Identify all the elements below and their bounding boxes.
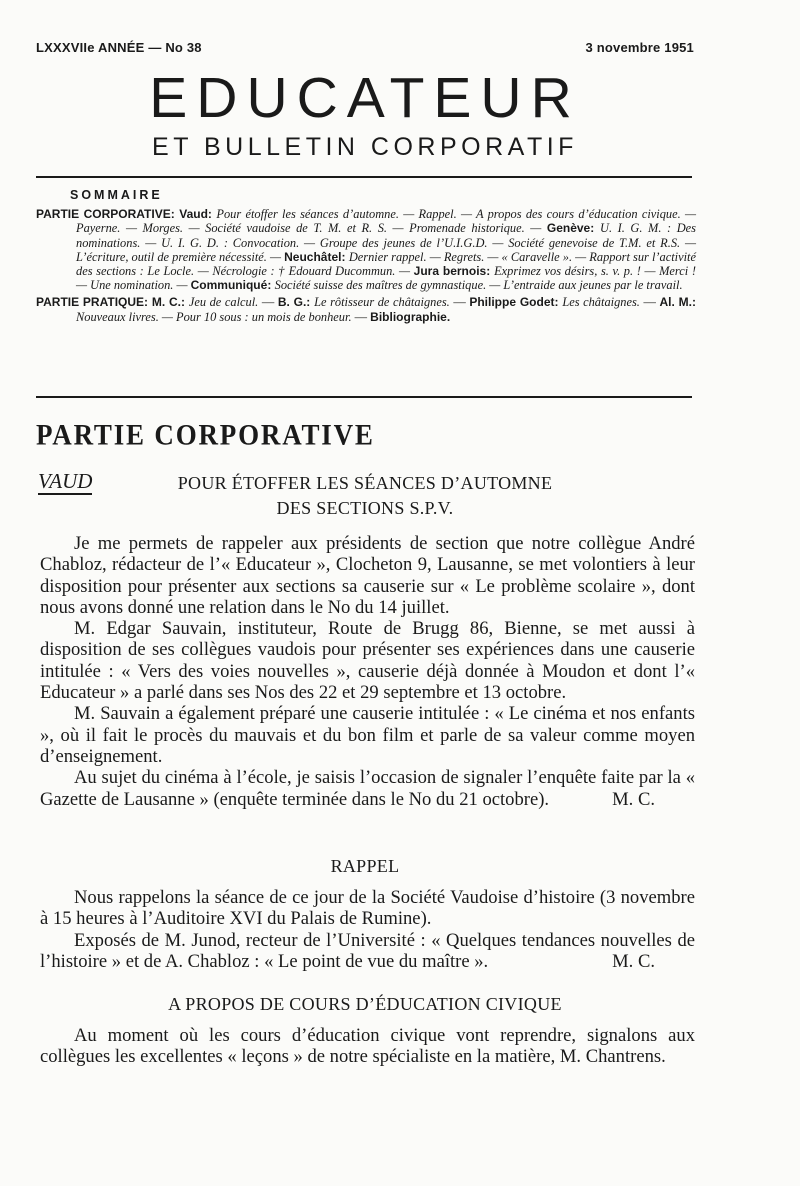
article1-title-line1: POUR ÉTOFFER LES SÉANCES D’AUTOMNE (177, 473, 553, 493)
summary-pratique: PARTIE PRATIQUE: M. C.: Jeu de calcul. — B. G.: Le rôtisseur de châtaignes. — Philippe Godet: Les châtaignes. — Al. M.: Nouveaux livres. — Pour 10 sous : un mois de bonheur. — Bibliographie. (36, 295, 696, 324)
summary-bg-text: Le rôtisseur de châtaignes. (314, 295, 450, 310)
article1-title-line2: DES SECTIONS S.P.V. (276, 498, 454, 518)
rule-top (36, 176, 692, 178)
masthead-title: EDUCATEUR (149, 66, 581, 130)
region-label: VAUD (38, 469, 93, 493)
article1-paragraph: Je me permets de rappeler aux présidents de section que notre collègue André Chabloz, rédacteur de l’« Educateur », Clocheton 9, Lausanne, se met volontiers à leur disposition pour présenter aux sections sa causerie sur « Le problème scolaire », dont nous avons donné une relation dans le No du 14 juillet. (40, 533, 695, 618)
summary-label-bg: B. G. (277, 295, 307, 310)
article2-body (40, 887, 695, 972)
summary-label-jura: Jura bernois (413, 264, 487, 279)
article3-title: A PROPOS DE COURS D’ÉDUCATION CIVIQUE (168, 994, 562, 1014)
table-of-contents (36, 188, 696, 327)
article3-body (40, 1025, 695, 1068)
article2-signature: M. C. (612, 950, 655, 972)
masthead-subtitle: ET BULLETIN CORPORATIF (152, 133, 578, 161)
summary-jura-text: Exprimez vos désirs, s. v. p. ! — Merci ! — Une nomination. — (76, 264, 696, 293)
summary-neuchatel-text: Dernier rappel. — Regrets. — « Caravelle ». — Rapport sur l’activité des sections : Le Locle. — Nécrologie : † Edouard Ducommun. — (76, 249, 696, 279)
summary-godet-text: Les châtaignes. (562, 295, 640, 310)
section-heading: PARTIE CORPORATIVE (36, 418, 375, 451)
summary-label-vaud: Vaud (179, 207, 208, 222)
summary-label-geneve: Genève (546, 221, 591, 236)
summary-label-mc: M. C. (151, 295, 182, 310)
rule-bottom (36, 396, 692, 398)
article1-paragraph: Au sujet du cinéma à l’école, je saisis l’occasion de signaler l’enquête faite par la « Gazette de Lausanne » (enquête terminée dans le No du 21 octobre). M. C. (40, 767, 695, 810)
summary-label-godet: Philippe Godet (469, 295, 555, 310)
summary-vaud-text: Pour étoffer les séances d’automne. — Rappel. — A propos des cours d’éducation civique. — Payerne. — Morges. — Société vaudoise de T. M. et R. S. — Promenade historique. — (76, 207, 696, 236)
summary-heading: SOMMAIRE (70, 188, 163, 202)
summary-label-biblio: Bibliographie. (370, 309, 451, 324)
article2-paragraph: Exposés de M. Junod, recteur de l’Université : « Quelques tendances nouvelles de l’histoire » et de A. Chabloz : « Le point de vue du maître ». M. C. (40, 929, 695, 972)
summary-label-corporative: PARTIE CORPORATIVE (36, 207, 171, 222)
article2-title: RAPPEL (330, 856, 400, 876)
summary-label-alm: Al. M. (659, 295, 692, 310)
summary-label-neuchatel: Neuchâtel (284, 249, 342, 264)
summary-alm-text: Nouveaux livres. — Pour 10 sous : un mois de bonheur. (76, 309, 352, 324)
article1-paragraph: M. Edgar Sauvain, instituteur, Route de Brugg 86, Bienne, se met aussi à disposition de ses collègues vaudois pour présenter ses expériences dans une causerie intitulée : « Vers des voies nouvelles », causerie déjà donnée à Moudon et dont l’« Educateur » a parlé dans ses Nos des 22 et 29 septembre et 13 octobre. (40, 618, 695, 704)
article3-paragraph: Au moment où les cours d’éducation civique vont reprendre, signalons aux collègues les excellentes « leçons » de notre spécialiste en la matière, M. Chantrens. (40, 1025, 695, 1068)
summary-corporative: PARTIE CORPORATIVE: Vaud: Pour étoffer les séances d’automne. — Rappel. — A propos des cours d’éducation civique. — Payerne. — Morges. — Société vaudoise de T. M. et R. S. — Promenade historique. — Genève: U. I. G. M. : Des nominations. — U. I. G. D. : Convocation. — Groupe des jeunes de l’U.I.G.D. — Société genevoise de T.M. et R.S. — L’écriture, outil de première nécessité. — Neuchâtel: Dernier rappel. — Regrets. — « Caravelle ». — Rapport sur l’activité des sections : Le Locle. — Nécrologie : † Edouard Ducommun. — Jura bernois: Exprimez vos désirs, s. v. p. ! — Merci ! — Une nomination. — Communiqué: Société suisse des maîtres de gymnastique. — L’entraide aux jeunes par le travail. (36, 207, 696, 293)
issue-date: 3 novembre 1951 (585, 40, 694, 55)
summary-geneve-text: U. I. G. M. : Des nominations. — U. I. G. D. : Convocation. — Groupe des jeunes de l’U.I.G.D. — Société genevoise de T.M. et R.S. — L’écriture, outil de première nécessité. — (76, 221, 696, 264)
issue-header (36, 40, 694, 58)
volume-number: LXXXVIIe ANNÉE — No 38 (36, 40, 202, 55)
summary-communique-text: Société suisse des maîtres de gymnastique. — L’entraide aux jeunes par le travail. (274, 278, 683, 293)
article2-paragraph: Nous rappelons la séance de ce jour de la Société Vaudoise d’histoire (3 novembre à 15 heures à l’Auditoire XVI du Palais de Rumine). (40, 887, 695, 930)
summary-mc-text: Jeu de calcul. (188, 295, 259, 310)
summary-label-communique: Communiqué (190, 278, 268, 293)
article1-body (40, 533, 695, 810)
article1-signature: M. C. (612, 788, 655, 810)
summary-label-pratique: PARTIE PRATIQUE (36, 295, 145, 310)
article1-paragraph: M. Sauvain a également préparé une causerie intitulée : « Le cinéma et nos enfants », où il fait le procès du mauvais et du bon film et parle de sa valeur comme moyen d’enseignement. (40, 703, 695, 767)
